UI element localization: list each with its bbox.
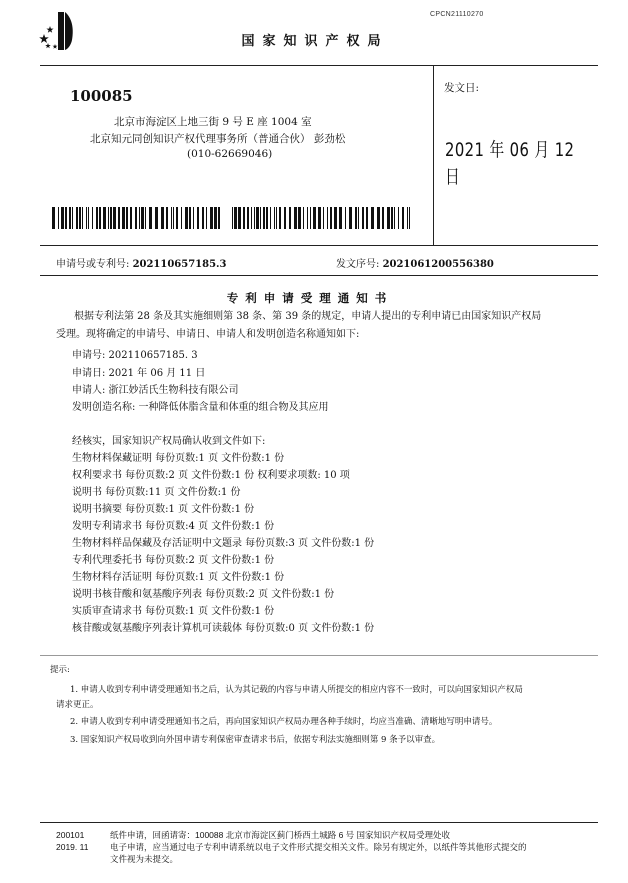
tip-1-line-2: 请求更正。 xyxy=(56,700,99,710)
notice-title: 专利申请受理通知书 xyxy=(226,291,394,305)
received-document-item: 说明书 每份页数:11 页 文件份数:1 份 xyxy=(72,487,241,498)
cnipa-logo-icon xyxy=(38,8,76,54)
postcode: 100085 xyxy=(70,87,133,105)
tip-2: 2. 申请人收到专利申请受理通知书之后，再向国家知识产权局办理各种手续时，均应当准确、清晰地写明申请号。 xyxy=(70,717,498,727)
received-document-item: 发明专利请求书 每份页数:4 页 文件份数:1 份 xyxy=(72,521,275,532)
footer-paper-mail-line: 纸件申请，回函请寄：100088 北京市海淀区蓟门桥西土城路 6 号 国家知识产权局受理处收 xyxy=(110,830,451,840)
footer-electronic-line-2: 文件视为未提交。 xyxy=(110,854,179,864)
footer-divider xyxy=(40,822,598,823)
sent-date: 2021 年 06 月 12 日 xyxy=(445,139,575,188)
tips-divider xyxy=(40,655,598,656)
notice-application-number: 申请号: 202110657185. 3 xyxy=(72,350,198,361)
received-document-item: 生物材料保藏证明 每份页数:1 页 文件份数:1 份 xyxy=(72,453,285,464)
tips-label: 提示: xyxy=(50,665,70,675)
sent-date-label: 发文日: xyxy=(444,82,480,94)
received-document-item: 权利要求书 每份页数:2 页 文件份数:1 份 权利要求项数: 10 项 xyxy=(72,470,350,481)
barcode-stripe xyxy=(220,207,222,229)
notice-invention-title: 发明创造名称: 一种降低体脂含量和体重的组合物及其应用 xyxy=(72,402,329,413)
barcode-left xyxy=(52,207,222,229)
barcode-right xyxy=(232,207,410,229)
form-number: 200101 xyxy=(56,830,85,840)
received-document-item: 专利代理委托书 每份页数:2 页 文件份数:1 份 xyxy=(72,555,275,566)
recipient-phone: (010-62669046) xyxy=(187,148,273,160)
serial-number-row xyxy=(336,255,494,270)
notice-intro-line-2: 受理。现将确定的申请号、申请日、申请人和发明创造名称通知如下: xyxy=(56,329,360,340)
received-document-item: 生物材料存活证明 每份页数:1 页 文件份数:1 份 xyxy=(72,572,285,583)
tip-3: 3. 国家知识产权局收到向外国申请专利保密审查请求书后，依据专利法实施细则第 9 条予以审查。 xyxy=(70,735,441,745)
recipient-agency: 北京知元同创知识产权代理事务所（普通合伙） 彭劲松 xyxy=(90,133,346,145)
tip-1-line-1: 1. 申请人收到专利申请受理通知书之后，认为其记载的内容与申请人所提交的相应内容不一致时，可以向国家知识产权局 xyxy=(70,685,523,695)
form-code: CPCN21110270 xyxy=(430,11,484,18)
serial-number-label: 发文序号: xyxy=(336,259,380,270)
notice-applicant: 申请人: 浙江妙活氏生物科技有限公司 xyxy=(72,385,239,396)
frame-mid-line xyxy=(40,245,598,246)
notice-intro-line-1: 根据专利法第 28 条及其实施细则第 38 条、第 39 条的规定，申请人提出的专利申请已由国家知识产权局 xyxy=(74,311,542,322)
application-number-label: 申请号或专利号: xyxy=(56,259,130,270)
frame-bottom-line xyxy=(40,275,598,276)
notice-verified: 经核实，国家知识产权局确认收到文件如下: xyxy=(72,436,266,447)
recipient-address: 北京市海淀区上地三街 9 号 E 座 1004 室 xyxy=(114,116,312,128)
barcode-stripe xyxy=(409,207,410,229)
received-document-item: 生物材料样品保藏及存活证明中文题录 每份页数:3 页 文件份数:1 份 xyxy=(72,538,375,549)
application-number-value: 202110657185.3 xyxy=(132,259,227,270)
serial-number-value: 2021061200556380 xyxy=(382,259,494,270)
footer-electronic-line: 电子申请，应当通过电子专利申请系统以电子文件形式提交相关文件。除另有规定外，以纸件等其他形式提交的 xyxy=(110,842,527,852)
application-number-row xyxy=(56,255,227,270)
notice-application-date: 申请日: 2021 年 06 月 11 日 xyxy=(72,368,206,379)
frame-divider xyxy=(433,65,434,245)
frame-top-line xyxy=(40,65,598,66)
received-document-item: 说明书核苷酸和氨基酸序列表 每份页数:2 页 文件份数:1 份 xyxy=(72,589,335,600)
received-document-item: 说明书摘要 每份页数:1 页 文件份数:1 份 xyxy=(72,504,255,515)
form-version-date: 2019. 11 xyxy=(56,842,89,852)
office-title: 国家知识产权局 xyxy=(241,34,389,49)
received-document-item: 核苷酸或氨基酸序列表计算机可读载体 每份页数:0 页 文件份数:1 份 xyxy=(72,623,375,634)
received-document-item: 实质审查请求书 每份页数:1 页 文件份数:1 份 xyxy=(72,606,275,617)
